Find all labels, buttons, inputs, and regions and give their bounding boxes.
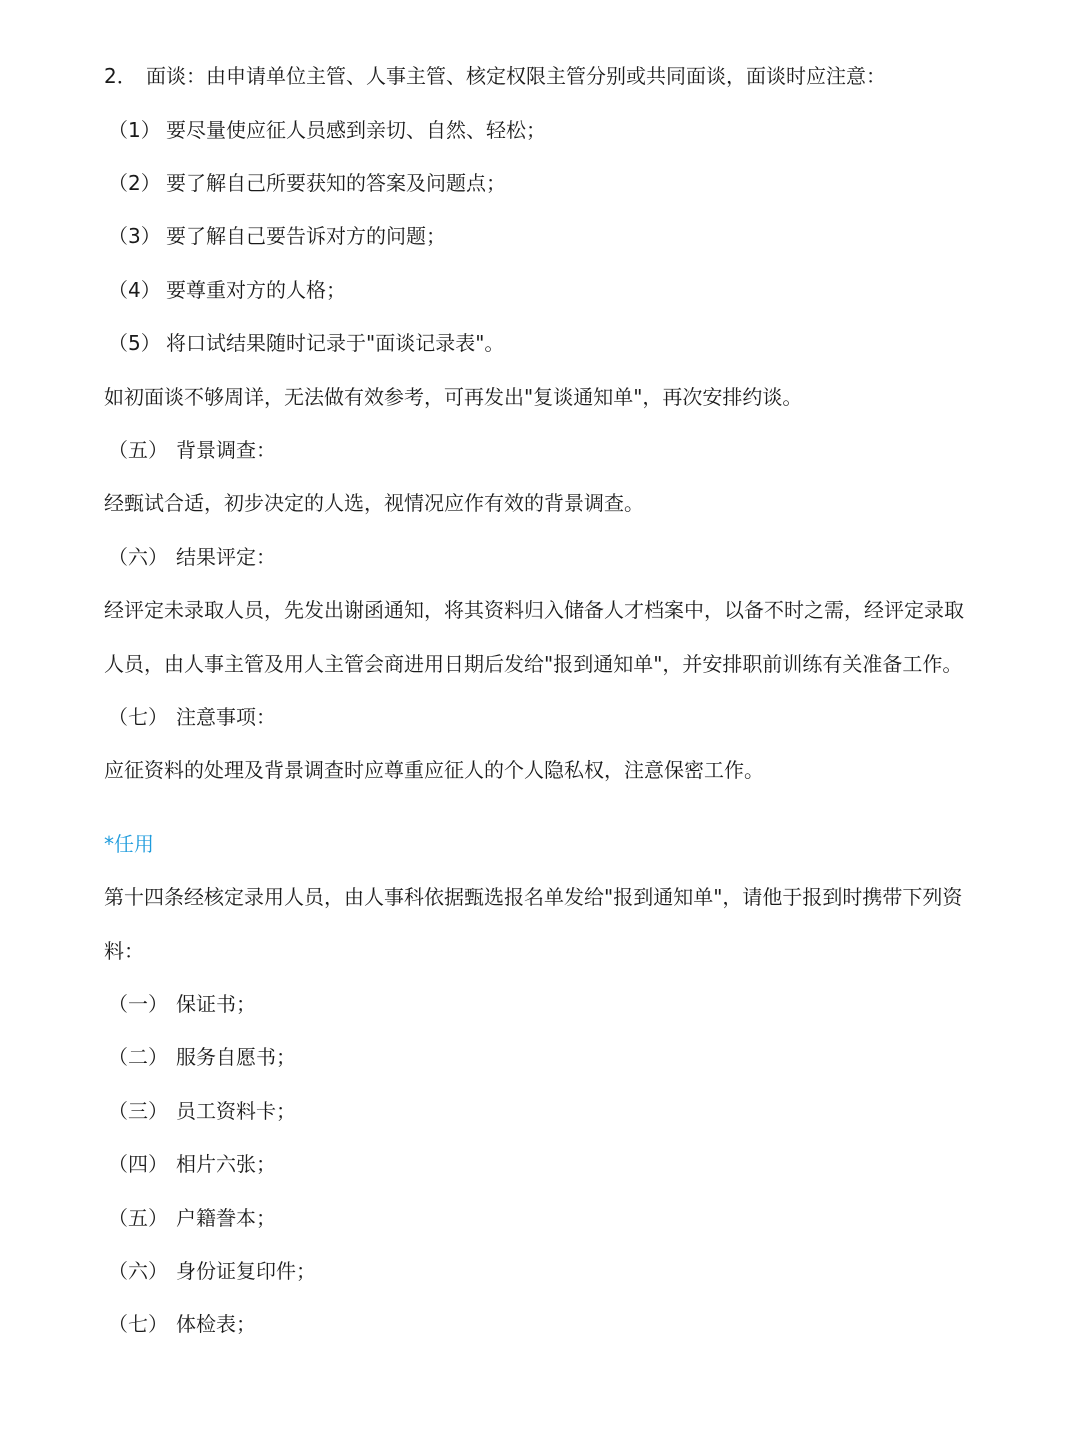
paragraph: [104, 488, 644, 518]
list-item: [108, 1256, 316, 1286]
item-text: 保证书；: [176, 992, 256, 1016]
item-number: 2．: [104, 64, 137, 88]
paragraph-text: 第十四条经核定录用人员，由人事科依据甄选报名单发给"报到通知单"，请他于报到时携带下列资: [104, 885, 963, 909]
item-number: （七）: [108, 1312, 168, 1336]
section-title-text: *任用: [104, 832, 154, 856]
item-number: （六）: [108, 1259, 168, 1283]
item-number: （五）: [108, 1206, 168, 1230]
item-number: （2）: [108, 171, 161, 195]
item-number: （5）: [108, 331, 161, 355]
list-item: [108, 1309, 256, 1339]
item-text: 面谈：由申请单位主管、人事主管、核定权限主管分别或共同面谈，面谈时应注意：: [146, 64, 886, 88]
paragraph: [104, 755, 764, 785]
item-number: （三）: [108, 1099, 168, 1123]
item-text: 相片六张；: [176, 1152, 276, 1176]
list-item: [108, 168, 506, 198]
item-number: （1）: [108, 118, 161, 142]
section-heading: [108, 435, 276, 465]
item-number: （3）: [108, 224, 161, 248]
item-text: 体检表；: [176, 1312, 256, 1336]
list-item-interview: [104, 61, 886, 91]
item-number: （二）: [108, 1045, 168, 1069]
paragraph-text: 如初面谈不够周详，无法做有效参考，可再发出"复谈通知单"，再次安排约谈。: [104, 385, 803, 409]
section-heading: [108, 702, 276, 732]
paragraph-text: 应征资料的处理及背景调查时应尊重应征人的个人隐私权，注意保密工作。: [104, 758, 764, 782]
paragraph: [104, 595, 964, 625]
list-item: [108, 115, 546, 145]
list-item: [108, 989, 256, 1019]
paragraph: [104, 382, 802, 412]
item-number: （四）: [108, 1152, 168, 1176]
section-heading: [108, 542, 276, 572]
list-item: [108, 1203, 276, 1233]
paragraph-text: 经甄试合适，初步决定的人选，视情况应作有效的背景调查。: [104, 491, 644, 515]
list-item: [108, 1149, 276, 1179]
item-text: 将口试结果随时记录于"面谈记录表"。: [166, 331, 505, 355]
paragraph: [104, 882, 962, 912]
list-item: [108, 1042, 296, 1072]
paragraph-text: 人员，由人事主管及用人主管会商进用日期后发给"报到通知单"，并安排职前训练有关准备工作。: [104, 652, 963, 676]
item-text: 服务自愿书；: [176, 1045, 296, 1069]
item-number: （七）: [108, 705, 168, 729]
section-title-appointment: [104, 829, 154, 859]
paragraph: [104, 936, 144, 966]
paragraph-text: 经评定未录取人员，先发出谢函通知，将其资料归入储备人才档案中，以备不时之需，经评定录取: [104, 598, 964, 622]
item-number: （4）: [108, 278, 161, 302]
item-text: 要尊重对方的人格；: [166, 278, 346, 302]
list-item: [108, 221, 446, 251]
item-text: 要了解自己所要获知的答案及问题点；: [166, 171, 506, 195]
item-text: 员工资料卡；: [176, 1099, 296, 1123]
item-text: 背景调查：: [176, 438, 276, 462]
item-text: 注意事项：: [176, 705, 276, 729]
list-item: [108, 328, 504, 358]
item-number: （五）: [108, 438, 168, 462]
item-number: （六）: [108, 545, 168, 569]
paragraph: [104, 649, 962, 679]
item-text: 户籍誊本；: [176, 1206, 276, 1230]
item-text: 要了解自己要告诉对方的问题；: [166, 224, 446, 248]
item-text: 身份证复印件；: [176, 1259, 316, 1283]
list-item: [108, 1096, 296, 1126]
item-number: （一）: [108, 992, 168, 1016]
paragraph-text: 料：: [104, 939, 144, 963]
item-text: 结果评定：: [176, 545, 276, 569]
item-text: 要尽量使应征人员感到亲切、自然、轻松；: [166, 118, 546, 142]
list-item: [108, 275, 346, 305]
